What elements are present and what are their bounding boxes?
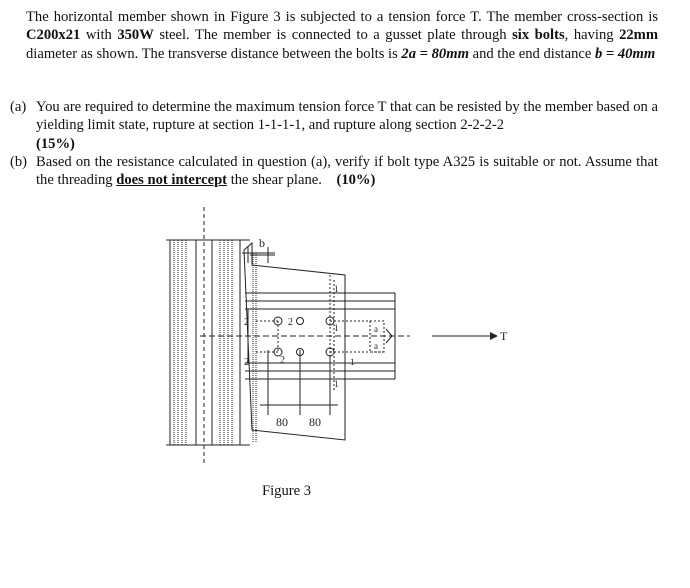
section2-a: 2 — [244, 317, 249, 328]
question-a-marks: (15%) — [36, 135, 75, 152]
arrow-head-icon — [490, 332, 498, 340]
emphasis-text: does not intercept — [116, 172, 228, 189]
section2-b: 2 — [244, 357, 249, 368]
section1-bot: 1 — [334, 379, 339, 389]
label-a2: a — [374, 341, 378, 351]
section2-c: 2 — [288, 317, 293, 328]
label-b: b — [259, 236, 265, 250]
bolt-count: six bolts — [512, 27, 565, 44]
question-b: (b) Based on the resistance calculated in question (a), verify if bolt type A325 is suitable or not. Assume that the threading does not intercept the shear plane. (10%) — [10, 154, 658, 189]
label-T: T — [500, 329, 508, 343]
end-distance: b = 40mm — [594, 45, 656, 62]
question-b-marks: (10%) — [336, 172, 376, 189]
question-b-label: (b) — [10, 154, 28, 170]
figure-caption: Figure 3 — [262, 483, 312, 499]
steel-grade: 350W — [117, 27, 154, 44]
section1-top: 1 — [334, 284, 339, 294]
question-a-label: (a) — [10, 99, 27, 115]
section1-mid: 1 — [334, 323, 339, 333]
dimension-80-left: 80 — [276, 415, 288, 429]
question-a — [10, 98, 658, 153]
figure-3-connection-diagram — [160, 205, 520, 480]
bolt-diameter: 22mm — [619, 27, 658, 44]
dimension-80-right: 80 — [309, 415, 321, 429]
section1-left: 1 — [350, 357, 355, 367]
problem-statement: The horizontal member shown in Figure 3 is subjected to a tension force T. The member cross-section is C200x21 with 350W steel. The member is connected to a gusset plate through six bolts, having 22mm diameter as shown. The transverse distance between the bolts is 2a = 80mm and the end distance b = 40mm — [26, 9, 658, 62]
transverse-distance: 2a = 80mm — [401, 45, 469, 62]
section-designation: C200x21 — [26, 27, 81, 44]
section2-d: 2 — [280, 355, 285, 366]
label-a1: a — [374, 324, 378, 334]
question-a-text: You are required to determine the maximum tension force T that can be resisted by the member based on a yielding limit state, rupture at section 1-1-1-1, and rupture along section 2-2-2-2 — [36, 99, 658, 134]
